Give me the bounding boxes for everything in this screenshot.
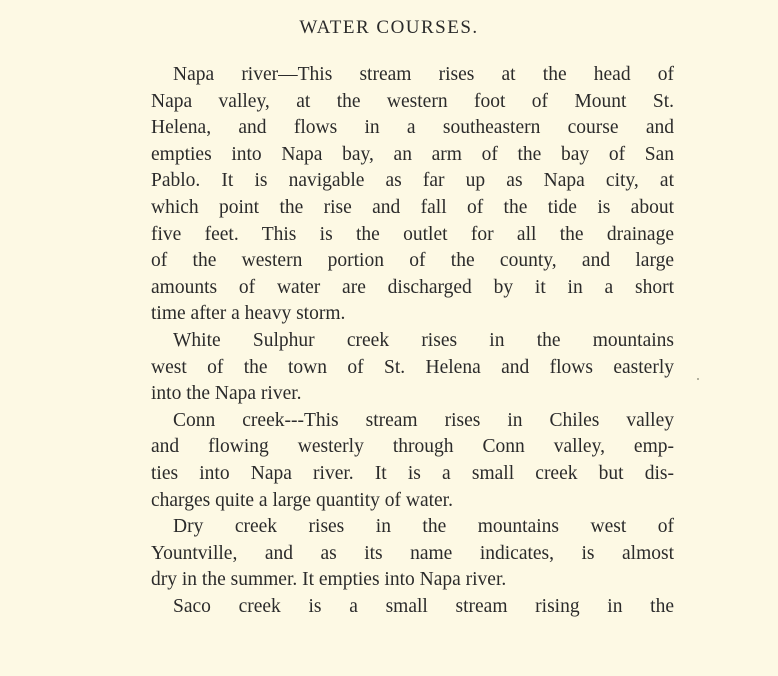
- paragraph-saco-creek: [151, 594, 674, 621]
- text-line: west of the town of St. Helena and flows easterly: [151, 356, 674, 378]
- text-line: time after a heavy storm.: [151, 303, 346, 325]
- text-line: five feet. This is the outlet for all the drainage: [151, 223, 674, 245]
- text-line: Saco creek is a small stream rising in the: [173, 595, 674, 617]
- text-line: ties into Napa river. It is a small creek but dis-: [151, 462, 674, 484]
- text-line: dry in the summer. It empties into Napa river.: [151, 569, 507, 591]
- text-line: which point the rise and fall of the tide is about: [151, 196, 674, 218]
- paragraph-dry-creek: [151, 514, 674, 594]
- paragraph-conn-creek: [151, 408, 674, 514]
- text-line: Pablo. It is navigable as far up as Napa city, at: [151, 170, 674, 192]
- text-line: Helena, and flows in a southeastern course and: [151, 117, 674, 139]
- page-title: WATER COURSES.: [299, 17, 479, 38]
- text-line: and flowing westerly through Conn valley, emp-: [151, 436, 674, 458]
- text-line: into the Napa river.: [151, 383, 302, 405]
- body-text: [151, 62, 674, 620]
- text-line: Conn creek---This stream rises in Chiles valley: [173, 409, 674, 431]
- text-line: Dry creek rises in the mountains west of: [173, 516, 674, 538]
- text-line: Napa river—This stream rises at the head of: [173, 64, 674, 85]
- text-line: amounts of water are discharged by it in a short: [151, 276, 674, 298]
- text-line: Yountville, and as its name indicates, is almost: [151, 542, 674, 564]
- text-line: empties into Napa bay, an arm of the bay of San: [151, 143, 674, 165]
- text-line: of the western portion of the county, and large: [151, 250, 674, 272]
- paper-speck: [697, 378, 699, 380]
- text-line: White Sulphur creek rises in the mountains: [173, 329, 674, 351]
- paragraph-napa-river: [151, 62, 674, 328]
- paragraph-white-sulphur-creek: [151, 328, 674, 408]
- text-line: charges quite a large quantity of water.: [151, 489, 453, 511]
- text-line: Napa valley, at the western foot of Mount St.: [151, 90, 674, 112]
